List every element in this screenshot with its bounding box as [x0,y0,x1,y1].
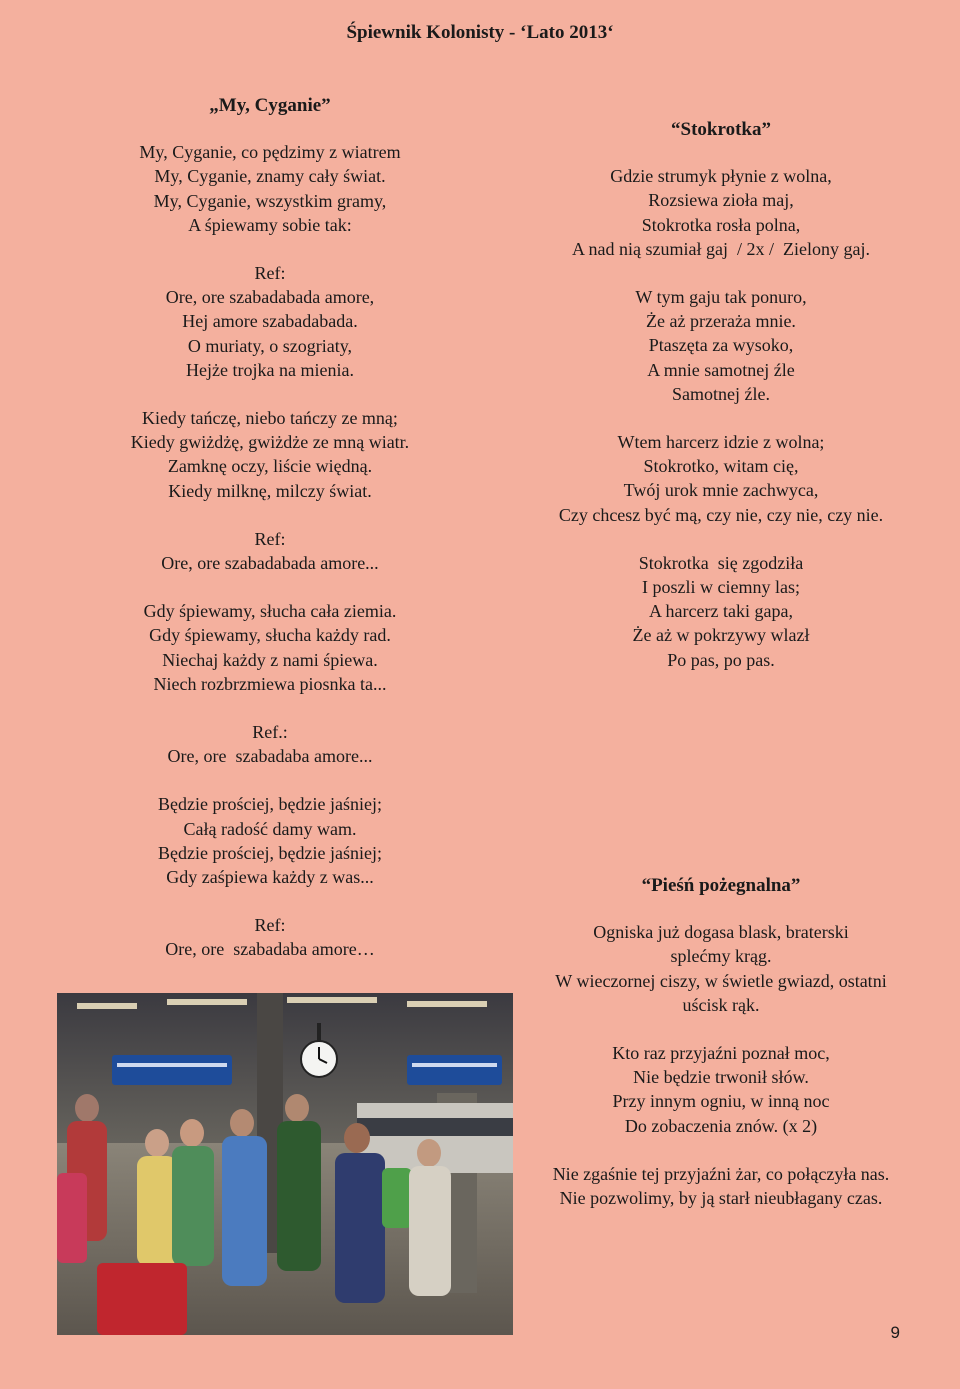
platform-sign [112,1055,232,1085]
refrain-label: Ref: [254,528,286,549]
refrain [60,720,480,768]
refrain-label: Ref: [254,263,286,284]
lyric-line: Będzie prościej, będzie jaśniej; [158,842,382,863]
lyric-line: Ore, ore szabadaba amore... [167,746,373,767]
lyric-line: Gdzie strumyk płynie z wolna, [610,166,832,187]
train-station-photo [57,993,513,1335]
song-title: “Stokrotka” [671,119,771,140]
stanza [540,551,902,672]
lyric-line: Zamknę oczy, liście więdną. [167,456,373,477]
stanza [60,406,480,503]
lyric-line: I poszli w ciemny las; [642,577,800,598]
platform-sign [407,1055,502,1085]
lyric-line: Niech rozbrzmiewa piosnka ta... [153,673,387,694]
lyric-line: Samotnej źle. [672,383,770,404]
lyric-line: Kiedy tańczę, niebo tańczy ze mną; [142,408,398,429]
refrain-label: Ref: [254,915,286,936]
stanza [60,140,480,237]
refrain-label: Ref.: [252,722,288,743]
lyric-line: W tym gaju tak ponuro, [635,287,807,308]
lyric-line: My, Cyganie, wszystkim gramy, [153,190,387,211]
lyric-line: Po pas, po pas. [667,649,775,670]
lyric-line: Czy chcesz być mą, czy nie, czy nie, czy nie. [558,504,884,525]
stanza [540,285,902,406]
refrain [60,913,480,961]
lyric-line: Że aż w pokrzywy wlazł [632,625,810,646]
lyric-line: A mnie samotnej źle [647,359,795,380]
lyric-line: Stokrotka rosła polna, [641,214,801,235]
song-title: „My, Cyganie” [209,95,331,116]
page-header: Śpiewnik Kolonisty - ‘Lato 2013‘ [346,22,614,43]
lyric-line: Ore, ore szabadabada amore... [161,553,379,574]
lyric-line: Hej amore szabadabada. [182,311,358,332]
lyric-line: Kto raz przyjaźni poznał moc, [612,1043,830,1064]
lyric-line: Do zobaczenia znów. (x 2) [624,1115,818,1136]
refrain [60,261,480,382]
lyric-line: A harcerz taki gapa, [649,601,793,622]
page-number: 9 [890,1323,900,1342]
stanza [60,792,480,889]
song-stokrotka [540,118,902,696]
lyric-line: W wieczornej ciszy, w świetle gwiazd, ostatni uścisk rąk. [555,970,887,1015]
lyric-line: Stokrotko, witam cię, [643,456,799,477]
stanza [540,430,902,527]
song-title: “Pieśń pożegnalna” [641,875,801,896]
lyric-line: Ore, ore szabadabada amore, [165,287,375,308]
lyric-line: Stokrotka się zgodziła [638,552,804,573]
lyric-line: Gdy śpiewamy, słucha każdy rad. [149,625,391,646]
lyric-line: My, Cyganie, co pędzimy z wiatrem [139,142,401,163]
lyric-line: Kiedy milknę, milczy świat. [168,480,372,501]
group-photo [57,993,513,1335]
refrain [60,527,480,575]
lyric-line: Gdy śpiewamy, słucha cała ziemia. [143,601,397,622]
lyric-line: Nie pozwolimy, by ją starł nieubłagany czas. [559,1188,883,1209]
song-my-cyganie [60,94,480,986]
lyric-line: Nie będzie trwonił słów. [633,1067,809,1088]
lyric-line: O muriaty, o szogriaty, [187,335,353,356]
lyric-line: Całą radość damy wam. [183,818,357,839]
lyric-line: Że aż przeraża mnie. [646,311,796,332]
lyric-line: Kiedy gwiżdżę, gwiżdże ze mną wiatr. [130,432,410,453]
stanza [540,1041,902,1138]
lyric-line: Nie zgaśnie tej przyjaźni żar, co połączyła nas. [552,1163,890,1184]
lyric-line: Rozsiewa zioła maj, [648,190,794,211]
lyric-line: My, Cyganie, znamy cały świat. [154,166,386,187]
lyric-line: Niechaj każdy z nami śpiewa. [162,649,378,670]
lyric-line: A śpiewamy sobie tak: [188,214,352,235]
lyric-line: Przy innym ogniu, w inną noc [612,1091,830,1112]
lyric-line: Ore, ore szabadaba amore… [165,939,375,960]
song-piesn-pozegnalna [540,874,902,1234]
stanza [540,1162,902,1210]
lyric-line: Gdy zaśpiewa każdy z was... [166,867,374,888]
lyric-line: Twój urok mnie zachwyca, [623,480,819,501]
lyric-line: Wtem harcerz idzie z wolna; [617,432,825,453]
lyric-line: Ogniska już dogasa blask, braterski splećmy krąg. [593,922,849,967]
lyric-line: Ptaszęta za wysoko, [648,335,794,356]
lyric-line: Będzie prościej, będzie jaśniej; [158,794,382,815]
stanza [60,599,480,696]
lyric-line: A nad nią szumiał gaj / 2x / Zielony gaj. [572,238,870,259]
stanza [540,164,902,261]
stanza [540,920,902,1017]
lyric-line: Hejże trojka na mienia. [186,359,354,380]
